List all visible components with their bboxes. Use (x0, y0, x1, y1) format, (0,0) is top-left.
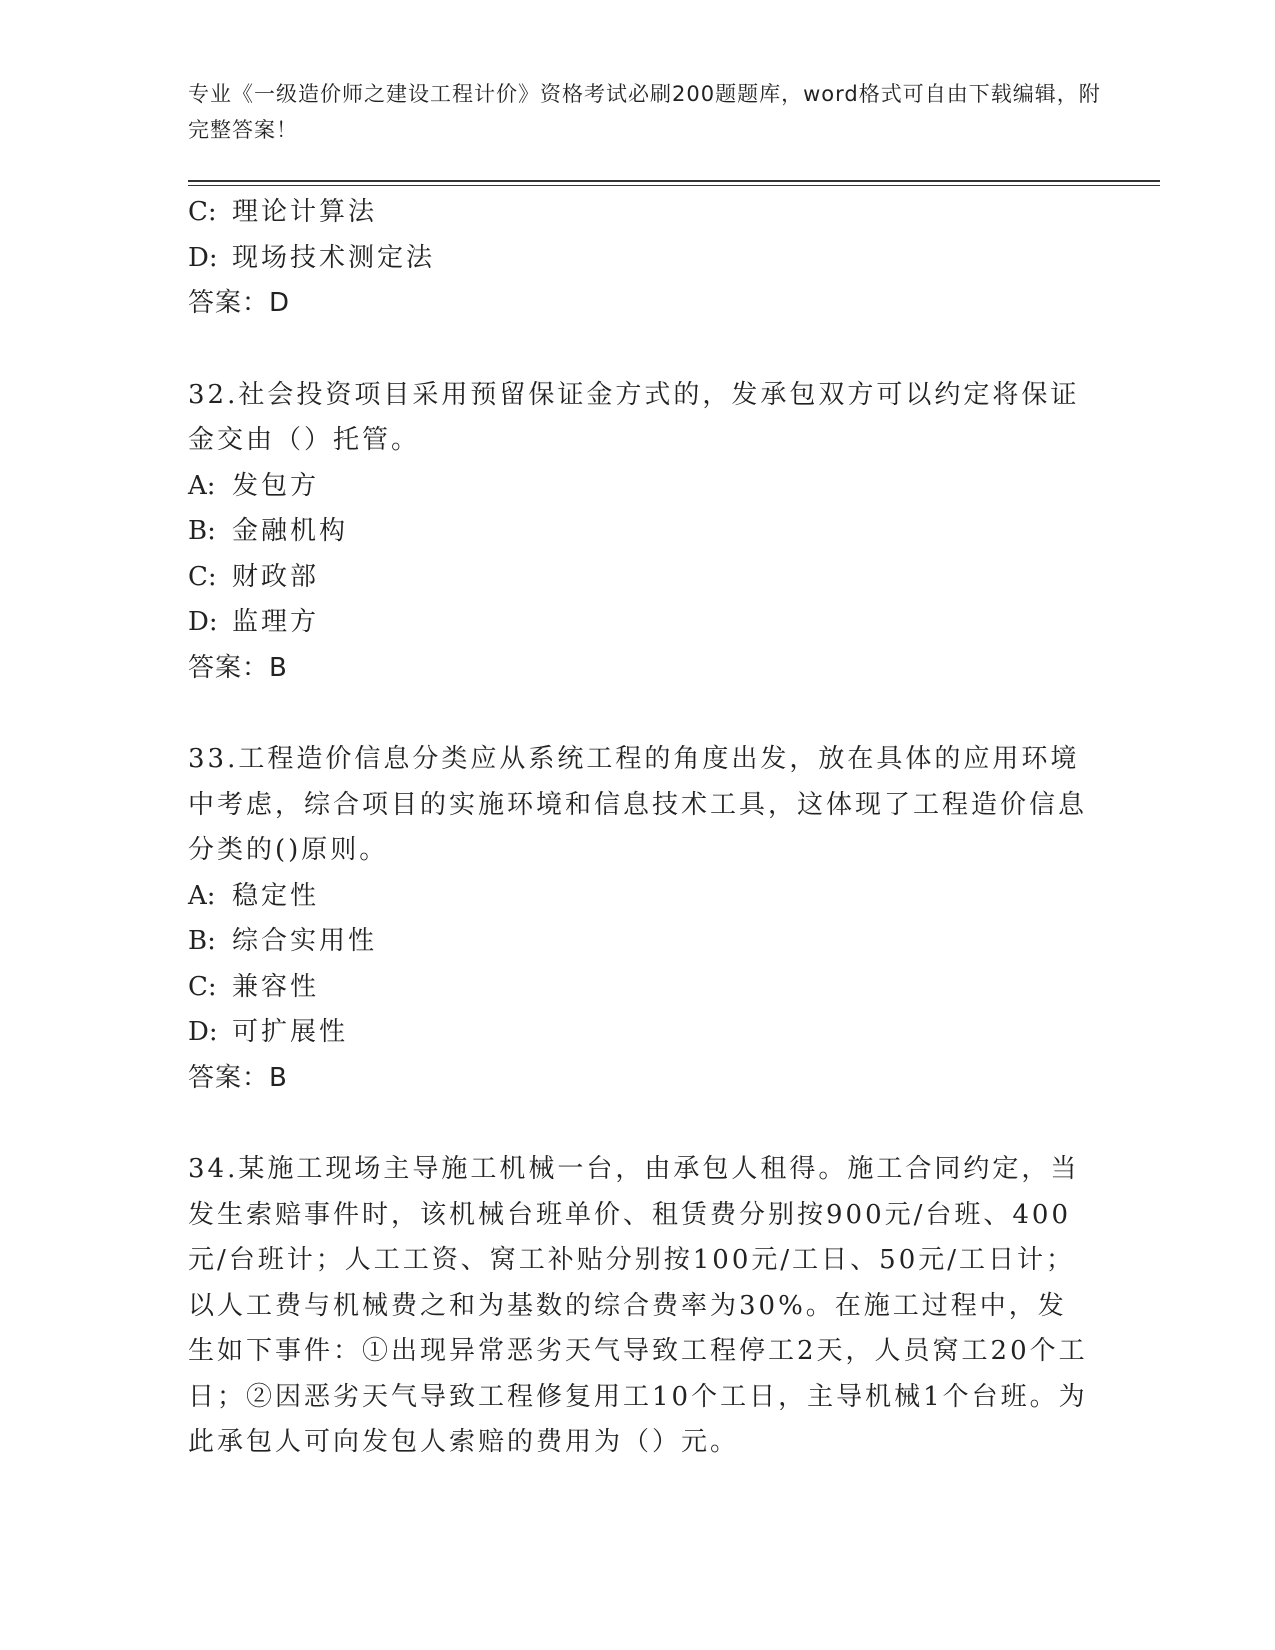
option-key: C: (188, 197, 217, 227)
previous-question-tail (188, 190, 1088, 327)
option-c (188, 190, 1088, 236)
option-c (188, 555, 1088, 601)
option-d (188, 236, 1088, 282)
option-key: B: (188, 926, 216, 956)
option-b (188, 919, 1088, 965)
option-text: 监理方 (232, 607, 320, 637)
option-d (188, 1010, 1088, 1056)
option-key: B: (188, 516, 216, 546)
header-divider (188, 180, 1160, 186)
option-b (188, 509, 1088, 555)
question-34 (188, 1147, 1088, 1466)
question-text: 32.社会投资项目采用预留保证金方式的，发承包双方可以约定将保证金交由（）托管。 (188, 379, 1080, 455)
question-text: 33.工程造价信息分类应从系统工程的角度出发，放在具体的应用环境中考虑，综合项目的实施环境和信息技术工具，这体现了工程造价信息分类的()原则。 (188, 744, 1088, 865)
option-key: A: (188, 880, 216, 911)
answer-line: 答案：D (188, 288, 291, 318)
option-d (188, 600, 1088, 646)
option-text: 可扩展性 (232, 1017, 349, 1047)
option-key: D: (188, 607, 218, 637)
option-key: C: (188, 971, 217, 1002)
option-key: A: (188, 470, 216, 501)
option-text: 综合实用性 (232, 926, 378, 956)
option-key: D: (188, 1017, 218, 1047)
question-32 (188, 373, 1088, 692)
option-key: D: (188, 242, 218, 273)
option-text: 财政部 (232, 561, 320, 592)
option-text: 稳定性 (232, 880, 320, 911)
option-text: 理论计算法 (232, 197, 378, 227)
question-text: 34.某施工现场主导施工机械一台，由承包人租得。施工合同约定，当发生索赔事件时，该机械台班单价、租赁费分别按900元/台班、400元/台班计；人工工资、窝工补贴分别按100元/工日、50元/工日计；以人工费与机械费之和为基数的综合费率为30%。在施工过程中，发生如下事件：①出现异常恶劣天气导致工程停工2天，人员窝工20个工日；②因恶劣天气导致工程修复用工10个工日，主导机械1个台班。为此承包人可向发包人索赔的费用为（）元。 (188, 1154, 1088, 1457)
option-text: 现场技术测定法 (232, 242, 436, 273)
option-a (188, 874, 1088, 920)
question-33 (188, 737, 1088, 1101)
question-content (188, 190, 1088, 1466)
option-text: 兼容性 (232, 971, 320, 1002)
option-c (188, 965, 1088, 1011)
page-header-title: 专业《一级造价师之建设工程计价》资格考试必刷200题题库，word格式可自由下载编辑，附完整答案！ (188, 82, 1101, 142)
answer-line: 答案：B (188, 1062, 288, 1093)
option-text: 发包方 (232, 470, 320, 501)
option-text: 金融机构 (232, 516, 349, 546)
option-a (188, 464, 1088, 510)
answer-line: 答案：B (188, 652, 288, 683)
option-key: C: (188, 561, 217, 592)
